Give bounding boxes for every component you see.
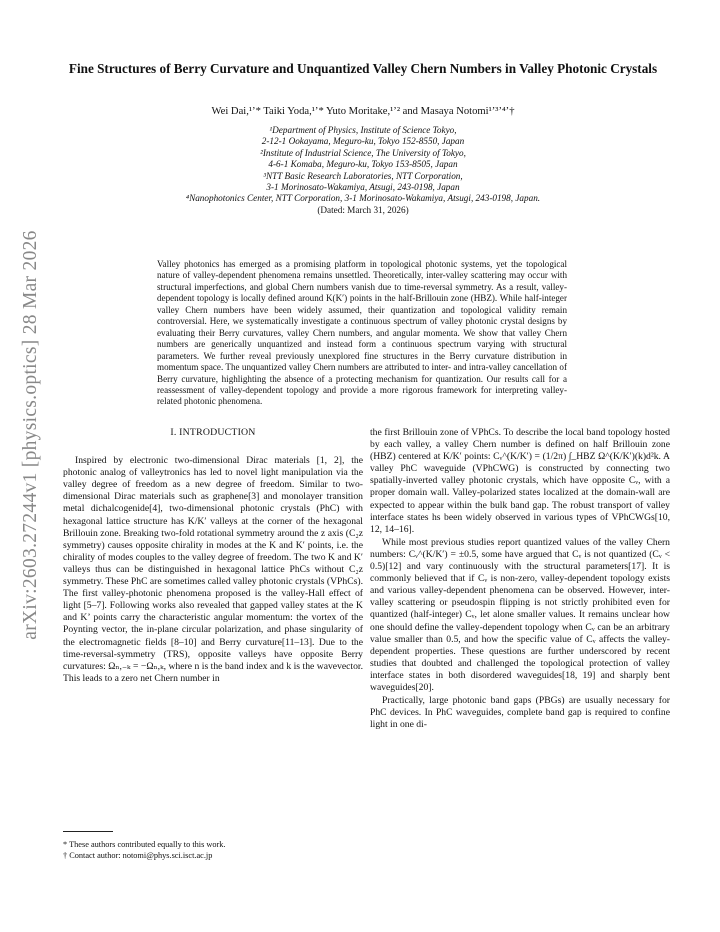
footnote-divider [63, 831, 113, 832]
footnote-equal-contribution: * These authors contributed equally to this work. [63, 840, 226, 849]
footnote-contact: † Contact author: notomi@phys.sci.isct.ac.jp [63, 851, 213, 860]
arxiv-sidebar-stamp [10, 205, 52, 665]
date-line: (Dated: March 31, 2026) [317, 204, 409, 215]
arxiv-identifier: arXiv:2603.27244v1 [physics.optics] 28 Mar 2026 [20, 230, 41, 640]
section-heading: I. INTRODUCTION [170, 427, 256, 438]
affiliation-line: 4-6-1 Komaba, Meguro-ku, Tokyo 153-8505, Japan [268, 159, 458, 170]
affiliations-block [60, 125, 666, 216]
body-paragraph: Practically, large photonic band gaps (PBGs) are usually necessary for PhC devices. In PhC waveguides, complete band gap is required to confine light in one di- [370, 695, 670, 731]
author-list: Wei Dai,¹ʼ* Taiki Yoda,¹ʼ* Yuto Moritake,¹ʼ² and Masaya Notomi¹ʼ³ʼ⁴ʼ† [211, 106, 515, 117]
affiliation-line: ²Institute of Industrial Science, The University of Tokyo, [260, 147, 466, 158]
paper-title: Fine Structures of Berry Curvature and Unquantized Valley Chern Numbers in Valley Photonic Crystals [68, 61, 658, 76]
right-column [370, 427, 670, 731]
affiliation-line: ¹Department of Physics, Institute of Science Tokyo, [269, 125, 457, 135]
abstract: Valley photonics has emerged as a promising platform in topological photonic systems, yet the topological nature of valley-dependent phenomena remains unsettled. Theoretically, inter-valley scattering may occur with structural imperfections, and global Chern numbers vanish due to time-reversal symmetry. As a result, valley-dependent topology is locally defined around K(K′) points in the half-Brillouin zone (HBZ). While half-integer valley Chern numbers have been widely assumed, their quantization and topological validity remain controversial. Here, we systematically investigate a continuous spectrum of valley photonic crystal designs by evaluating their Berry curvatures, valley Chern numbers, and angular momenta. We show that valley Chern numbers are generically unquantized and instead form a continuous spectrum varying with structural parameters. We further reveal previously unexplored fine structures in the Berry curvature distribution in momentum space. The unquantized valley Chern numbers are attributed to inter- and intra-valley cancellation of Berry curvature, highlighting the absence of a protecting mechanism for quantization. Our results call for a reassessment of valley-dependent topology and provide a more rigorous framework for interpreting valley-related photonic phenomena. [157, 259, 567, 407]
body-paragraph: the first Brillouin zone of VPhCs. To describe the local band topology hosted by each valley, a valley Chern number is defined on half Brillouin zone (HBZ) centered at K/K′ points: Cᵥ^(K/K′) = (1/2π) ∫_HBZ Ω^(K/K′)(k)d²k. A valley PhC waveguide (VPhCWG) is constructed by connecting two spatially-inverted valley photonic crystals, which have opposite Cᵥ, with a proper domain wall. Valley-polarized states localized at the domain-wall are expected to appear within the bulk band gap. The robust transport of valley interface states hs been widely observed in various types of VPhCWGs[10, 12, 14–16]. [370, 427, 670, 535]
footnotes [63, 839, 363, 861]
affiliation-line: 2-12-1 Ookayama, Meguro-ku, Tokyo 152-8550, Japan [261, 136, 465, 147]
body-paragraph: Inspired by electronic two-dimensional Dirac materials [1, 2], the photonic analog of valleytronics has led to novel light manipulation via the valley degree of freedom as a new degree of freedom. Similar to two-dimensional Dirac materials such as graphene[3] and monolayer transition metal dichalcogenide[4], two-dimensional photonic crystals (PhC) with hexagonal lattice structure has K/K′ valleys at the corner of the hexagonal Brillouin zone. Breaking two-fold rotational symmetry around the z axis (C₂z symmetry) causes opposite chirality in modes at the K and K′ points, i.e. the chirality of modes couples to the valley degree of freedom. The two K and K′ valleys thus can be distinguished in hexagonal lattice PhCs without C₂z symmetry. These PhC are sometimes called valley photonic crystals (VPhCs). The first valley-photonic phenomena proposed is the valley-Hall effect of light [5–7]. Following works also revealed that gapped valley states at the K and K’ points carry the characteristic angular momentum: the vortex of the Poynting vector, the in-plane circular polarization, and phase singularity of the electromagnetic fields [8–10] and Berry curvature[11–13]. Due to the time-reversal-symmetry (TRS), opposite valleys have opposite Berry curvatures: Ωₙ,₋ₖ = −Ωₙ,ₖ, where n is the band index and k is the wavevector. This leads to a zero net Chern number in [63, 455, 363, 684]
affiliation-line: 3-1 Morinosato-Wakamiya, Atsugi, 243-0198, Japan [266, 182, 460, 193]
affiliation-line: ³NTT Basic Research Laboratories, NTT Corporation, [263, 170, 463, 181]
body-paragraph: While most previous studies report quantized values of the valley Chern numbers: Cᵥ^(K/K′) = ±0.5, some have argued that Cᵥ is not quantized (Cᵥ < 0.5)[12] and vary continuously with the structural parameters[17]. It is commonly believed that if Cᵥ is non-zero, valley-dependent topology exists and various valley-dependent phenomena can be observed. However, inter-valley scattering or pseudospin flipping is not strictly prohibited even for quantized (half-integer) Cᵥ, let alone smaller values. It remains unclear how one should define the valley-dependent topology when Cᵥ can be an arbitrary value smaller than 0.5, and how the specific value of Cᵥ affects the valley-dependent properties. These questions are further underscored by recent studies that doubted and challenged the topological protection of valley interface states in both disordered waveguides[18, 19] and sharply bent waveguides[20]. [370, 536, 670, 693]
left-column [63, 427, 363, 685]
affiliation-line: ⁴Nanophotonics Center, NTT Corporation, 3-1 Morinosato-Wakamiya, Atsugi, 243-0198, Japan. [185, 193, 541, 204]
